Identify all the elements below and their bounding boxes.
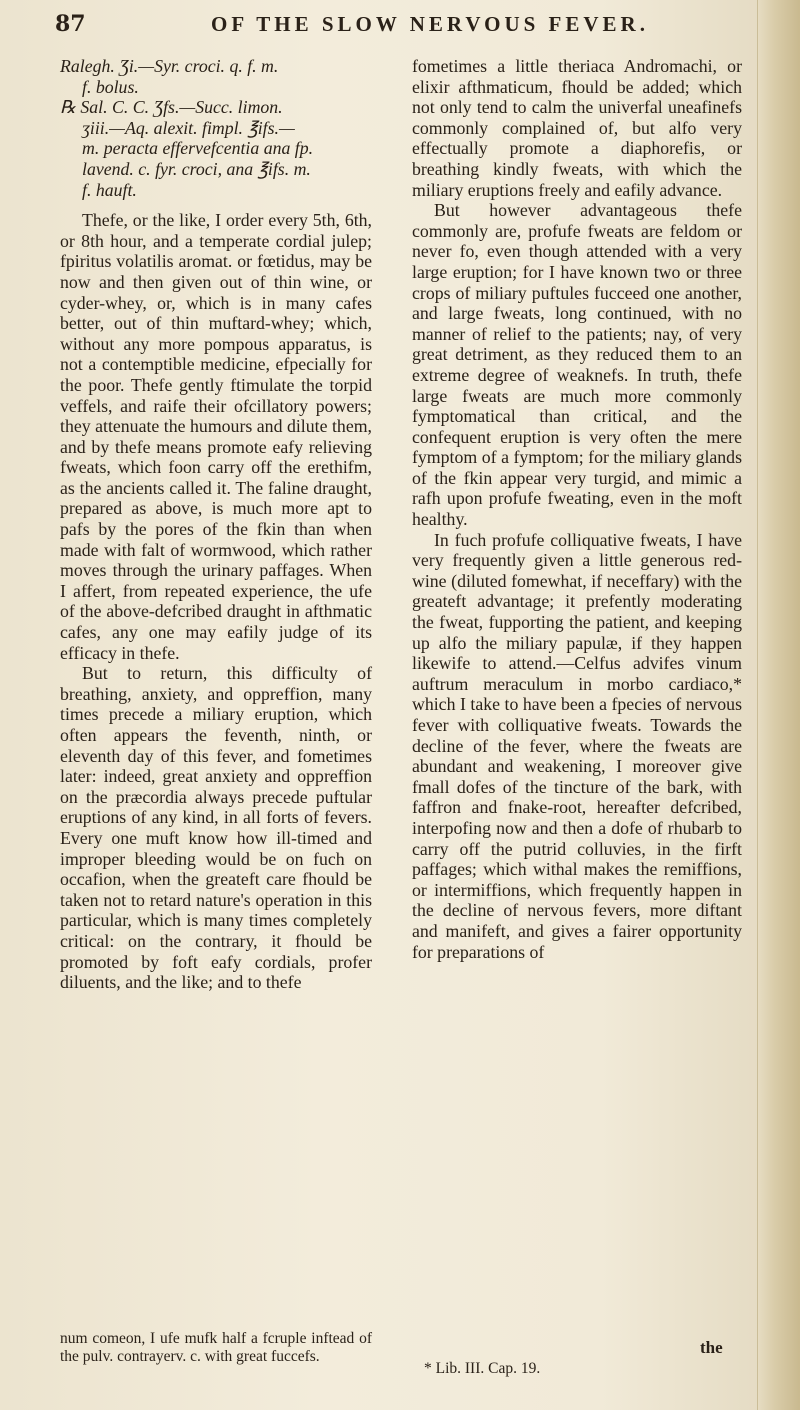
page-number: 87 [55,11,86,37]
paragraph: But to return, this difficulty of breathing, anxiety, and oppreffion, many times precede a miliary eruption, which often appears the feventh, ninth, or eleventh day of this fever, and fometimes later: indeed, great anxiety and oppreffion on the præcordia always precede puftular eruptions of any kind, in all forts of fevers. Every one muft know how ill-timed and improper bleeding would be on fuch on occafion, when the greateft care fhould be taken not to retard nature's operation in this particular, which is many times completely critical: on the contrary, it fhould be promoted by foft eafy cordials, profer diluents, and the like; and to thefe [60,663,372,993]
paragraph: In fuch profufe colliquative fweats, I have very frequently given a little generous red-wine (diluted fomewhat, if neceffary) with the greateft advantage; it prefently moderating the fweat, fupporting the patient, and keeping up alfo the miliary papulæ, if they happen likewife to attend.—Celfus advifes vinum auftrum meraculum in morbo cardiaco,* which I take to have been a fpecies of nervous fever with colliquative fweats. Towards the decline of the fever, where the fweats are abundant and weakening, I moreover give fmall dofes of the tincture of the bark, with faffron and fnake-root, hereafter defcribed, interpofing now and then a dofe of rhubarb to carry off the putrid colluvies, in the firft paffages; which withal makes the remiffions, or intermiffions, which frequently happen in the decline of nervous fevers, more diftant and manifeft, and gives a fairer opportunity for preparations of [412,529,742,962]
footnote: * Lib. III. Cap. 19. [424,1360,541,1377]
prescription-line: Ralegh. Ʒi.—Syr. croci. q. f. m. [60,56,279,76]
page-edge [757,0,800,1410]
running-head: OF THE SLOW NERVOUS FEVER. [211,11,649,36]
prescription-line: ℞ Sal. C. C. Ʒfs.—Succ. limon. [60,97,283,118]
paragraph: Thefe, or the like, I order every 5th, 6th, or 8th hour, and a temperate cordial julep; fpiritus volatilis aromat. or fœtidus, may be now and then given out of thin wine, or cyder-whey, or, which is in many cafes better, out of thin muftard-whey; which, without any more pompous apparatus, is not a contemptible medicine, efpecially for the poor. Thefe gently ftimulate the torpid veffels, and raife their ofcillatory powers; they attenuate the humours and dilute them, and by thefe means promote eafy relieving fweats, which foon carry off the erethifm, as the ancients called it. The faline draught, prepared as above, is much more apt to pafs by the pores of the fkin than when made with falt of wormwood, which rather moves through the urinary paffages. When I affert, from repeated experience, the ufe of the above-defcribed draught in afthmatic cafes, any one may eafily judge of its efficacy in thefe. [60,210,372,663]
paragraph: But however advantageous thefe commonly are, profufe fweats are feldom or never fo, even though attended with a very large eruption; for I have known two or three crops of miliary puftules fucceed one another, and large fweats, long continued, with no manner of relief to the patients; nay, of very great detriment, as they reduced them to an extreme degree of weaknefs. In truth, thefe large fweats are much more commonly fymptomatical than critical, and the confequent eruption is very often the mere fymptom of a fymptom; for the miliary glands of the fkin appear very turgid, and mimic a rafh upon profufe fweating, even in the moft healthy. [412,200,742,530]
prescription-line: f. bolus. [82,76,139,97]
footnote-continuation: num comeon, I ufe mufk half a fcruple inftead of the pulv. contrayerv. c. with great fuccefs. [60,1330,372,1365]
prescription-line: ʒiii.—Aq. alexit. fimpl. ℥ifs.— [82,117,295,138]
left-column [60,56,372,993]
prescription-line: m. peracta effervefcentia ana fp. [82,138,314,159]
page-header [55,4,745,44]
prescription-line: lavend. c. fyr. croci, ana ℥ifs. m. [82,158,311,179]
right-column [412,56,742,962]
catchword: the [700,1338,723,1357]
paragraph: fometimes a little theriaca Andromachi, or elixir afthmaticum, fhould be added; which not only tend to calm the univerfal uneafinefs commonly complained of, but alfo very effectually promote a diaphorefis, or breathing kindly fweats, with which the miliary eruptions freely and eafily advance. [412,56,742,200]
prescription-line: f. hauft. [82,179,137,200]
